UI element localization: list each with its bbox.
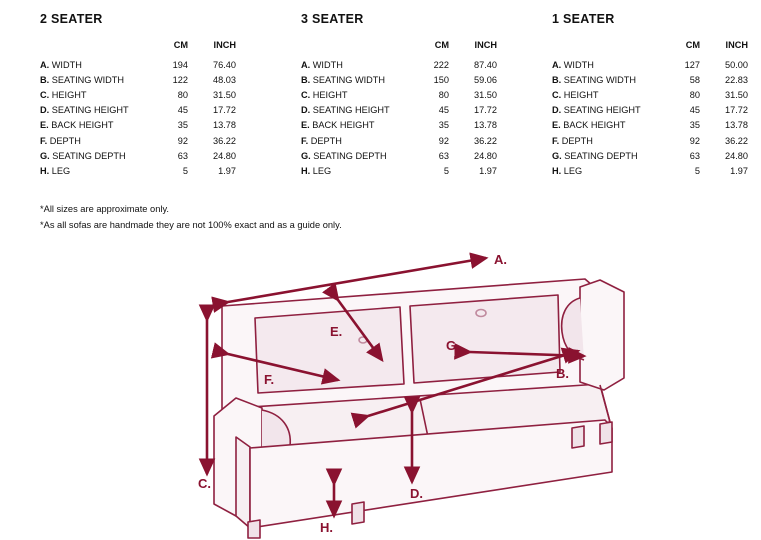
row-label: A. WIDTH <box>552 59 594 70</box>
table-row <box>301 87 497 102</box>
row-inch: 48.03 <box>213 74 236 85</box>
note-line-2: *As all sofas are handmade they are not 100% exact and as a guide only. <box>40 219 342 230</box>
row-cm: 45 <box>177 105 188 116</box>
row-inch: 24.80 <box>725 150 748 161</box>
row-label: G. SEATING DEPTH <box>40 150 126 161</box>
table-title-3-seater: 3 SEATER <box>301 12 364 26</box>
row-cm: 92 <box>438 135 449 146</box>
row-cm: 92 <box>689 135 700 146</box>
table-title-1-seater: 1 SEATER <box>552 12 615 26</box>
row-cm: 5 <box>443 165 449 176</box>
row-label: G. SEATING DEPTH <box>301 150 387 161</box>
row-inch: 13.78 <box>725 120 748 131</box>
table-header-row <box>40 40 236 57</box>
row-cm: 92 <box>177 135 188 146</box>
table-row <box>40 103 236 118</box>
row-inch: 17.72 <box>474 105 497 116</box>
header-cm: CM <box>434 40 449 50</box>
row-label: C. HEIGHT <box>552 89 599 100</box>
header-cm: CM <box>173 40 188 50</box>
dimension-label-e: E. <box>330 324 343 339</box>
table-row <box>40 72 236 87</box>
note-line-1: *All sizes are approximate only. <box>40 203 170 214</box>
table-row <box>40 133 236 148</box>
row-cm: 80 <box>177 89 188 100</box>
row-inch: 59.06 <box>474 74 497 85</box>
table-row <box>552 163 748 178</box>
table-row <box>40 118 236 133</box>
row-inch: 1.97 <box>218 165 236 176</box>
table-block-2-seater <box>0 8 253 179</box>
row-label: E. BACK HEIGHT <box>301 120 375 131</box>
row-cm: 35 <box>438 120 449 131</box>
row-label: H. LEG <box>40 165 71 176</box>
table-row <box>301 148 497 163</box>
dimension-label-h: H. <box>320 520 333 535</box>
table-header-row <box>301 40 497 57</box>
table-row <box>301 118 497 133</box>
row-label: F. DEPTH <box>40 135 81 146</box>
table-row <box>40 57 236 72</box>
row-label: F. DEPTH <box>552 135 593 146</box>
spec-table-2-seater <box>40 40 236 179</box>
row-inch: 22.83 <box>725 74 748 85</box>
row-cm: 58 <box>689 74 700 85</box>
row-inch: 1.97 <box>479 165 497 176</box>
row-cm: 222 <box>433 59 449 70</box>
row-label: C. HEIGHT <box>301 89 348 100</box>
row-cm: 45 <box>689 105 700 116</box>
row-cm: 150 <box>433 74 449 85</box>
table-row <box>301 57 497 72</box>
row-inch: 13.78 <box>213 120 236 131</box>
row-inch: 13.78 <box>474 120 497 131</box>
row-label: D. SEATING HEIGHT <box>40 105 129 116</box>
table-header-row <box>552 40 748 57</box>
row-label: C. HEIGHT <box>40 89 87 100</box>
row-inch: 1.97 <box>730 165 748 176</box>
row-inch: 24.80 <box>213 150 236 161</box>
size-tables <box>0 0 761 179</box>
row-cm: 5 <box>182 165 188 176</box>
row-cm: 127 <box>684 59 700 70</box>
dimension-label-f: F. <box>264 372 275 387</box>
table-row <box>552 103 748 118</box>
row-inch: 36.22 <box>474 135 497 146</box>
row-label: A. WIDTH <box>40 59 82 70</box>
row-inch: 50.00 <box>725 59 748 70</box>
table-row <box>552 87 748 102</box>
header-label <box>552 40 658 57</box>
row-label: B. SEATING WIDTH <box>40 74 125 85</box>
row-inch: 31.50 <box>725 89 748 100</box>
row-label: B. SEATING WIDTH <box>552 74 637 85</box>
table-row <box>301 72 497 87</box>
sofa-dimension-diagram <box>0 232 761 540</box>
row-inch: 87.40 <box>474 59 497 70</box>
row-label: A. WIDTH <box>301 59 343 70</box>
row-cm: 194 <box>172 59 188 70</box>
header-inch: INCH <box>474 40 497 50</box>
table-block-3-seater <box>253 8 506 179</box>
table-block-1-seater <box>506 8 759 179</box>
table-row <box>301 133 497 148</box>
table-row <box>552 133 748 148</box>
row-label: G. SEATING DEPTH <box>552 150 638 161</box>
spec-table-1-seater <box>552 40 748 179</box>
table-row <box>301 103 497 118</box>
row-cm: 63 <box>177 150 188 161</box>
row-cm: 35 <box>689 120 700 131</box>
row-cm: 122 <box>172 74 188 85</box>
dimension-label-a: A. <box>494 252 507 267</box>
row-label: F. DEPTH <box>301 135 342 146</box>
dimension-label-b: B. <box>556 366 569 381</box>
table-row <box>40 148 236 163</box>
row-inch: 31.50 <box>474 89 497 100</box>
row-inch: 31.50 <box>213 89 236 100</box>
header-label <box>301 40 407 57</box>
table-row <box>40 163 236 178</box>
notes-block <box>40 201 761 233</box>
row-cm: 80 <box>689 89 700 100</box>
row-cm: 45 <box>438 105 449 116</box>
row-inch: 36.22 <box>725 135 748 146</box>
spec-table-3-seater <box>301 40 497 179</box>
row-inch: 76.40 <box>213 59 236 70</box>
row-label: H. LEG <box>301 165 332 176</box>
row-inch: 17.72 <box>725 105 748 116</box>
table-row <box>552 72 748 87</box>
header-label <box>40 40 146 57</box>
row-inch: 36.22 <box>213 135 236 146</box>
row-label: E. BACK HEIGHT <box>40 120 114 131</box>
header-inch: INCH <box>213 40 236 50</box>
dimension-label-g: G. <box>446 338 460 353</box>
table-row <box>301 163 497 178</box>
row-cm: 63 <box>689 150 700 161</box>
row-cm: 35 <box>177 120 188 131</box>
row-inch: 24.80 <box>474 150 497 161</box>
table-row <box>40 87 236 102</box>
row-label: B. SEATING WIDTH <box>301 74 386 85</box>
row-label: D. SEATING HEIGHT <box>301 105 390 116</box>
table-row <box>552 57 748 72</box>
row-cm: 80 <box>438 89 449 100</box>
row-label: E. BACK HEIGHT <box>552 120 626 131</box>
row-label: D. SEATING HEIGHT <box>552 105 641 116</box>
dimension-label-d: D. <box>410 486 423 501</box>
header-cm: CM <box>685 40 700 50</box>
dimension-label-c: C. <box>198 476 211 491</box>
table-title-2-seater: 2 SEATER <box>40 12 103 26</box>
row-inch: 17.72 <box>213 105 236 116</box>
row-cm: 5 <box>694 165 700 176</box>
row-cm: 63 <box>438 150 449 161</box>
table-row <box>552 118 748 133</box>
header-inch: INCH <box>725 40 748 50</box>
table-row <box>552 148 748 163</box>
row-label: H. LEG <box>552 165 583 176</box>
